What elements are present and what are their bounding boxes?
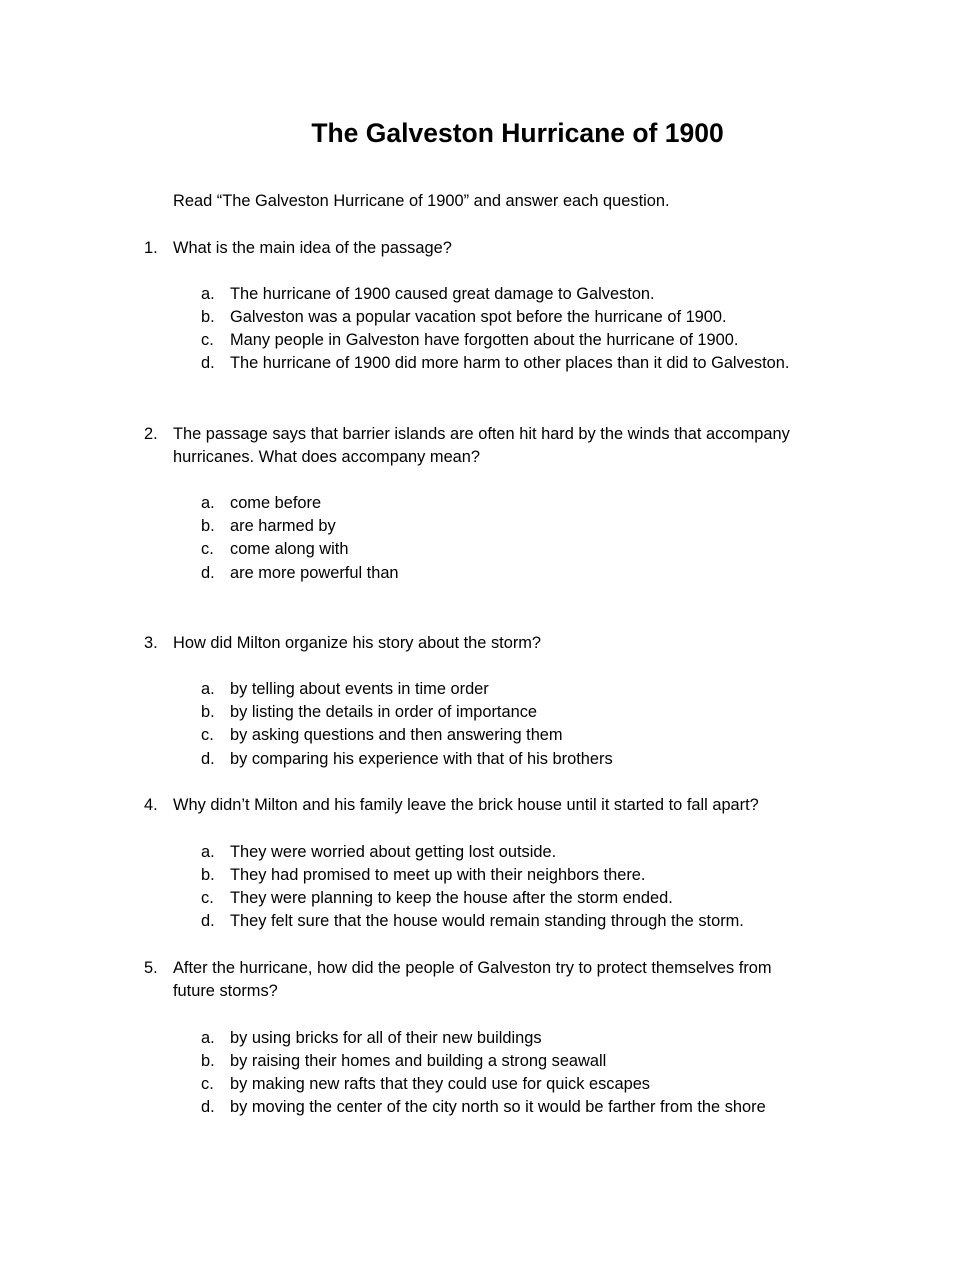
question-number: 5. (144, 959, 158, 977)
option-letter: d. (201, 354, 215, 372)
question-text: After the hurricane, how did the people of Galveston try to protect themselves from (173, 959, 772, 977)
option-letter: a. (201, 843, 215, 861)
option-text: They were worried about getting lost outside. (230, 843, 557, 861)
option-text: The hurricane of 1900 did more harm to other places than it did to Galveston. (230, 354, 790, 372)
question-text: future storms? (173, 982, 278, 1000)
option-letter: a. (201, 285, 215, 303)
option-letter: b. (201, 1052, 215, 1070)
option-letter: c. (201, 331, 214, 349)
option-letter: d. (201, 750, 215, 768)
option-letter: b. (201, 866, 215, 884)
option-text: by comparing his experience with that of his brothers (230, 750, 613, 768)
option-text: are more powerful than (230, 564, 399, 582)
question-text: Why didn’t Milton and his family leave the brick house until it started to fall apart? (173, 796, 759, 814)
option-letter: d. (201, 912, 215, 930)
page-title: The Galveston Hurricane of 1900 (311, 118, 724, 148)
option-letter: c. (201, 540, 214, 558)
question-text: What is the main idea of the passage? (173, 239, 452, 257)
option-text: Galveston was a popular vacation spot before the hurricane of 1900. (230, 308, 727, 326)
option-text: by asking questions and then answering them (230, 726, 563, 744)
option-letter: c. (201, 726, 214, 744)
option-text: by making new rafts that they could use for quick escapes (230, 1075, 651, 1093)
question-number: 2. (144, 425, 158, 443)
option-letter: a. (201, 680, 215, 698)
question-number: 3. (144, 634, 158, 652)
question-number: 4. (144, 796, 158, 814)
option-letter: b. (201, 308, 215, 326)
option-letter: c. (201, 1075, 214, 1093)
option-text: come before (230, 494, 322, 512)
option-text: by raising their homes and building a strong seawall (230, 1052, 607, 1070)
option-letter: d. (201, 564, 215, 582)
option-text: are harmed by (230, 517, 336, 535)
option-text: They had promised to meet up with their neighbors there. (230, 866, 646, 884)
question-number: 1. (144, 239, 158, 257)
option-text: by listing the details in order of importance (230, 703, 538, 721)
option-letter: b. (201, 517, 215, 535)
option-text: They felt sure that the house would remain standing through the storm. (230, 912, 744, 930)
option-letter: d. (201, 1098, 215, 1116)
option-text: by moving the center of the city north so it would be farther from the shore (230, 1098, 766, 1116)
option-text: by using bricks for all of their new buildings (230, 1029, 542, 1047)
question-text: The passage says that barrier islands are often hit hard by the winds that accompany (173, 425, 790, 443)
question-text: hurricanes. What does accompany mean? (173, 448, 481, 466)
option-letter: b. (201, 703, 215, 721)
option-text: Many people in Galveston have forgotten about the hurricane of 1900. (230, 331, 739, 349)
option-letter: a. (201, 1029, 215, 1047)
option-letter: c. (201, 889, 214, 907)
option-text: They were planning to keep the house after the storm ended. (230, 889, 673, 907)
instructions: Read “The Galveston Hurricane of 1900” and answer each question. (173, 192, 670, 210)
option-text: The hurricane of 1900 caused great damage to Galveston. (230, 285, 655, 303)
option-text: by telling about events in time order (230, 680, 489, 698)
question-text: How did Milton organize his story about the storm? (173, 634, 542, 652)
option-letter: a. (201, 494, 215, 512)
option-text: come along with (230, 540, 349, 558)
